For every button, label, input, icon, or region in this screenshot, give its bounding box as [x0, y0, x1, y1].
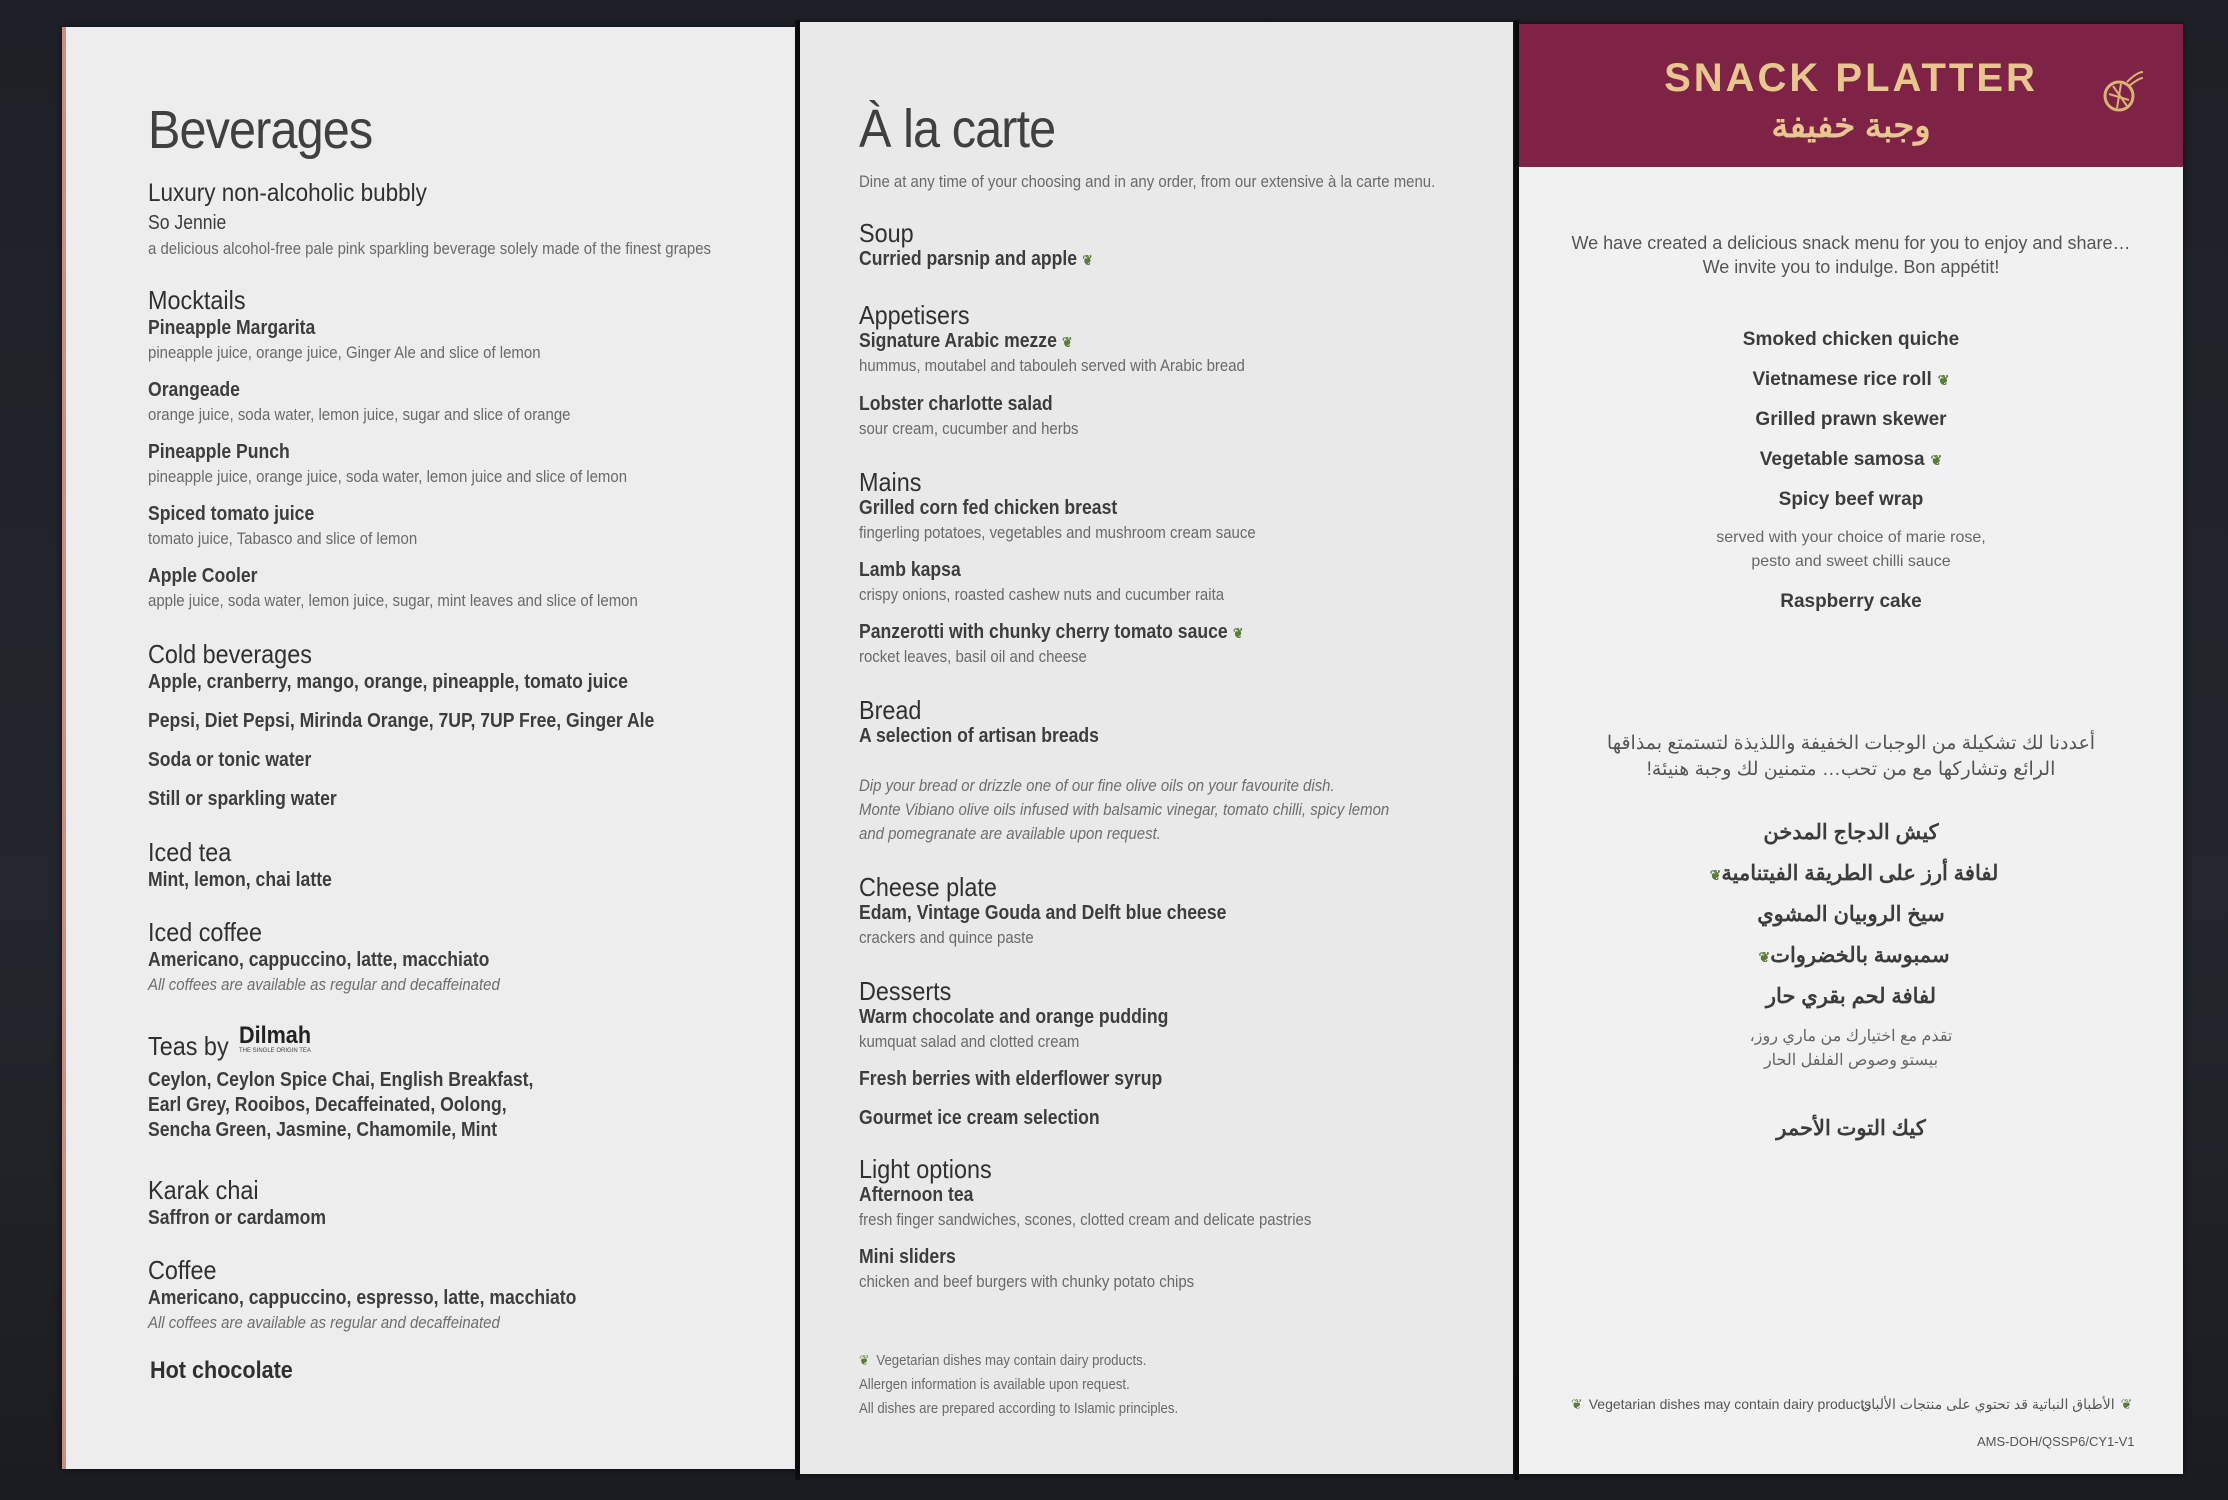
snack-page	[1519, 24, 2183, 1474]
appetiser-name: Lobster charlotte salad	[859, 393, 1053, 415]
mocktail-name: Apple Cooler	[148, 565, 258, 587]
coffee-heading: Coffee	[148, 1255, 217, 1285]
served-note-arabic: بيستو وصوص الفلفل الحار	[1763, 1052, 1939, 1069]
snack-title-arabic: وجبة خفيفة	[1771, 107, 1931, 145]
mocktail-desc: pineapple juice, orange juice, soda water, lemon juice and slice of lemon	[148, 467, 628, 486]
veg-footer	[1571, 1396, 1871, 1413]
snack-intro-arabic: أعددنا لك تشكيلة من الوجبات الخفيفة واللذيذة لتستمتع بمذاقها	[1606, 733, 2096, 754]
karak-line: Saffron or cardamom	[148, 1207, 326, 1229]
served-note: pesto and sweet chilli sauce	[1751, 553, 1951, 570]
dessert-desc: kumquat salad and clotted cream	[859, 1032, 1080, 1051]
hot-chocolate-heading: Hot chocolate	[150, 1357, 293, 1384]
appetisers-heading: Appetisers	[859, 300, 970, 330]
leaf-icon: ❦	[1758, 949, 1771, 965]
desserts-heading: Desserts	[859, 976, 952, 1006]
main-name: Lamb kapsa	[859, 559, 961, 581]
snack-item: Grilled prawn skewer	[1755, 409, 1947, 430]
alacarte-intro: Dine at any time of your choosing and in any order, from our extensive à la carte menu.	[859, 172, 1436, 191]
veg-footer-text: Vegetarian dishes may contain dairy products	[1588, 1396, 1872, 1412]
leaf-icon: ❦	[1082, 252, 1093, 268]
cold-line: Pepsi, Diet Pepsi, Mirinda Orange, 7UP, 7UP Free, Ginger Ale	[148, 710, 655, 732]
snack-intro-arabic: الرائع وتشاركها مع من تحب… متمنين لك وجبة هنيئة!	[1646, 759, 2056, 780]
main-name	[859, 621, 1243, 644]
main-name: Grilled corn fed chicken breast	[859, 497, 1118, 519]
snack-item-arabic	[1519, 861, 2183, 886]
footer-line: All dishes are prepared according to Islamic principles.	[859, 1400, 1179, 1417]
appetiser-name-text: Signature Arabic mezze	[859, 330, 1057, 352]
teas-line: Sencha Green, Jasmine, Chamomile, Mint	[148, 1119, 498, 1141]
snack-banner	[1519, 24, 2183, 167]
cold-line: Apple, cranberry, mango, orange, pineapple, tomato juice	[148, 671, 628, 693]
dilmah-tagline: THE SINGLE ORIGIN TEA	[239, 1048, 311, 1054]
light-desc: chicken and beef burgers with chunky potato chips	[859, 1272, 1195, 1291]
mocktail-desc: orange juice, soda water, lemon juice, sugar and slice of orange	[148, 405, 571, 424]
footer-text: Vegetarian dishes may contain dairy products.	[876, 1352, 1147, 1369]
alacarte-page	[800, 22, 1513, 1474]
main-desc: crispy onions, roasted cashew nuts and cucumber raita	[859, 585, 1225, 604]
light-name: Afternoon tea	[859, 1184, 974, 1206]
veg-footer-arabic	[1861, 1396, 2132, 1413]
teas-line: Ceylon, Ceylon Spice Chai, English Breakfast,	[148, 1069, 534, 1091]
leaf-icon: ❦	[1937, 372, 1950, 388]
snack-item-arabic: سيخ الروبيان المشوي	[1757, 903, 1945, 926]
menu-code: AMS-DOH/QSSP6/CY1-V1	[1977, 1434, 2135, 1449]
coffee-line: Americano, cappuccino, espresso, latte, macchiato	[148, 1287, 577, 1309]
leaf-icon: ❦	[859, 1352, 870, 1368]
appetiser-desc: hummus, moutabel and tabouleh served with Arabic bread	[859, 356, 1245, 375]
appetiser-name	[859, 330, 1073, 353]
served-note-arabic: تقدم مع اختيارك من ماري روز،	[1749, 1028, 1953, 1045]
teas-heading: Teas by	[148, 1031, 229, 1061]
snack-item-text: Vegetable samosa	[1759, 449, 1925, 470]
iced-tea-line: Mint, lemon, chai latte	[148, 869, 332, 891]
mains-heading: Mains	[859, 467, 922, 497]
snack-item: Spicy beef wrap	[1778, 489, 1924, 510]
dessert-name: Gourmet ice cream selection	[859, 1107, 1100, 1129]
mocktail-name: Pineapple Margarita	[148, 317, 316, 339]
cold-line: Soda or tonic water	[148, 749, 312, 771]
bread-note: and pomegranate are available upon request.	[859, 824, 1161, 843]
mocktail-desc: pineapple juice, orange juice, Ginger Ale and slice of lemon	[148, 343, 541, 362]
mocktail-name: Pineapple Punch	[148, 441, 290, 463]
bread-note: Monte Vibiano olive oils infused with balsamic vinegar, tomato chilli, spicy lemon	[859, 800, 1390, 819]
karak-heading: Karak chai	[148, 1175, 259, 1205]
main-name-text: Panzerotti with chunky cherry tomato sauce	[859, 621, 1228, 643]
footer-line: Allergen information is available upon request.	[859, 1376, 1130, 1393]
dessert-name: Fresh berries with elderflower syrup	[859, 1068, 1163, 1090]
cheese-heading: Cheese plate	[859, 872, 997, 902]
bread-name: A selection of artisan breads	[859, 725, 1099, 747]
snack-item-arabic-text: لفافة أرز على الطريقة الفيتنامية	[1721, 862, 1999, 885]
leaf-icon: ❦	[1709, 867, 1722, 883]
snack-title: SNACK PLATTER	[1664, 56, 2038, 100]
iced-coffee-line: Americano, cappuccino, latte, macchiato	[148, 949, 490, 971]
soup-heading: Soup	[859, 218, 914, 248]
soup-name-text: Curried parsnip and apple	[859, 248, 1078, 270]
cheese-name: Edam, Vintage Gouda and Delft blue cheese	[859, 902, 1227, 924]
mocktail-name: Spiced tomato juice	[148, 503, 315, 525]
snack-item: Raspberry cake	[1780, 591, 1922, 612]
coffee-note: All coffees are available as regular and decaffeinated	[148, 1313, 500, 1332]
main-desc: fingerling potatoes, vegetables and mushroom cream sauce	[859, 523, 1256, 542]
dessert-name: Warm chocolate and orange pudding	[859, 1006, 1169, 1028]
footer-line	[859, 1352, 1146, 1369]
dilmah-logo	[239, 1022, 319, 1054]
soup-name	[859, 248, 1093, 271]
appetiser-desc: sour cream, cucumber and herbs	[859, 419, 1079, 438]
snack-intro: We invite you to indulge. Bon appétit!	[1702, 257, 2000, 277]
teas-line: Earl Grey, Rooibos, Decaffeinated, Oolong,	[148, 1094, 507, 1116]
snack-intro: We have created a delicious snack menu for you to enjoy and share…	[1571, 233, 2131, 253]
veg-footer-arabic-text: الأطباق النباتية قد تحتوي على منتجات الألبان	[1861, 1396, 2115, 1412]
mocktail-name: Orangeade	[148, 379, 240, 401]
mocktails-heading: Mocktails	[148, 285, 246, 315]
bubbly-name: So Jennie	[148, 212, 227, 234]
snack-item-arabic-text: سمبوسة بالخضروات	[1770, 944, 1950, 967]
snack-item-arabic: كيش الدجاج المدخن	[1763, 821, 1939, 844]
bread-note: Dip your bread or drizzle one of our fine olive oils on your favourite dish.	[859, 776, 1335, 795]
light-name: Mini sliders	[859, 1246, 956, 1268]
alacarte-title: À la carte	[859, 99, 1056, 159]
bread-heading: Bread	[859, 695, 922, 725]
beverages-page	[62, 27, 799, 1469]
mocktail-desc: tomato juice, Tabasco and slice of lemon	[148, 529, 418, 548]
iced-coffee-note: All coffees are available as regular and decaffeinated	[148, 975, 500, 994]
leaf-icon: ❦	[1062, 334, 1073, 350]
leaf-icon: ❦	[2120, 1396, 2133, 1412]
cold-line: Still or sparkling water	[148, 788, 337, 810]
bubbly-heading: Luxury non-alcoholic bubbly	[148, 179, 427, 207]
dilmah-brand: Dilmah	[239, 1022, 312, 1049]
leaf-icon: ❦	[1233, 625, 1244, 641]
beverages-title: Beverages	[148, 100, 373, 160]
snack-item-arabic: لفافة لحم بقري حار	[1765, 985, 1937, 1008]
cold-beverages-heading: Cold beverages	[148, 639, 312, 669]
snack-item	[1519, 369, 2183, 391]
leaf-icon: ❦	[1571, 1396, 1583, 1412]
served-note: served with your choice of marie rose,	[1716, 529, 1986, 546]
snack-item-text: Vietnamese rice roll	[1752, 369, 1932, 390]
bubbly-desc: a delicious alcohol-free pale pink sparkling beverage solely made of the finest grapes	[148, 239, 712, 258]
iced-tea-heading: Iced tea	[148, 837, 232, 867]
snack-item	[1519, 449, 2183, 471]
snack-item: Smoked chicken quiche	[1742, 329, 1960, 350]
iced-coffee-heading: Iced coffee	[148, 917, 263, 947]
snack-item-arabic	[1519, 943, 2183, 968]
oryx-logo-icon	[2099, 68, 2145, 114]
light-options-heading: Light options	[859, 1154, 992, 1184]
leaf-icon: ❦	[1930, 452, 1943, 468]
cheese-desc: crackers and quince paste	[859, 928, 1034, 947]
mocktail-desc: apple juice, soda water, lemon juice, sugar, mint leaves and slice of lemon	[148, 591, 638, 610]
main-desc: rocket leaves, basil oil and cheese	[859, 647, 1087, 666]
snack-item-arabic: كيك التوت الأحمر	[1776, 1117, 1926, 1140]
light-desc: fresh finger sandwiches, scones, clotted cream and delicate pastries	[859, 1210, 1312, 1229]
